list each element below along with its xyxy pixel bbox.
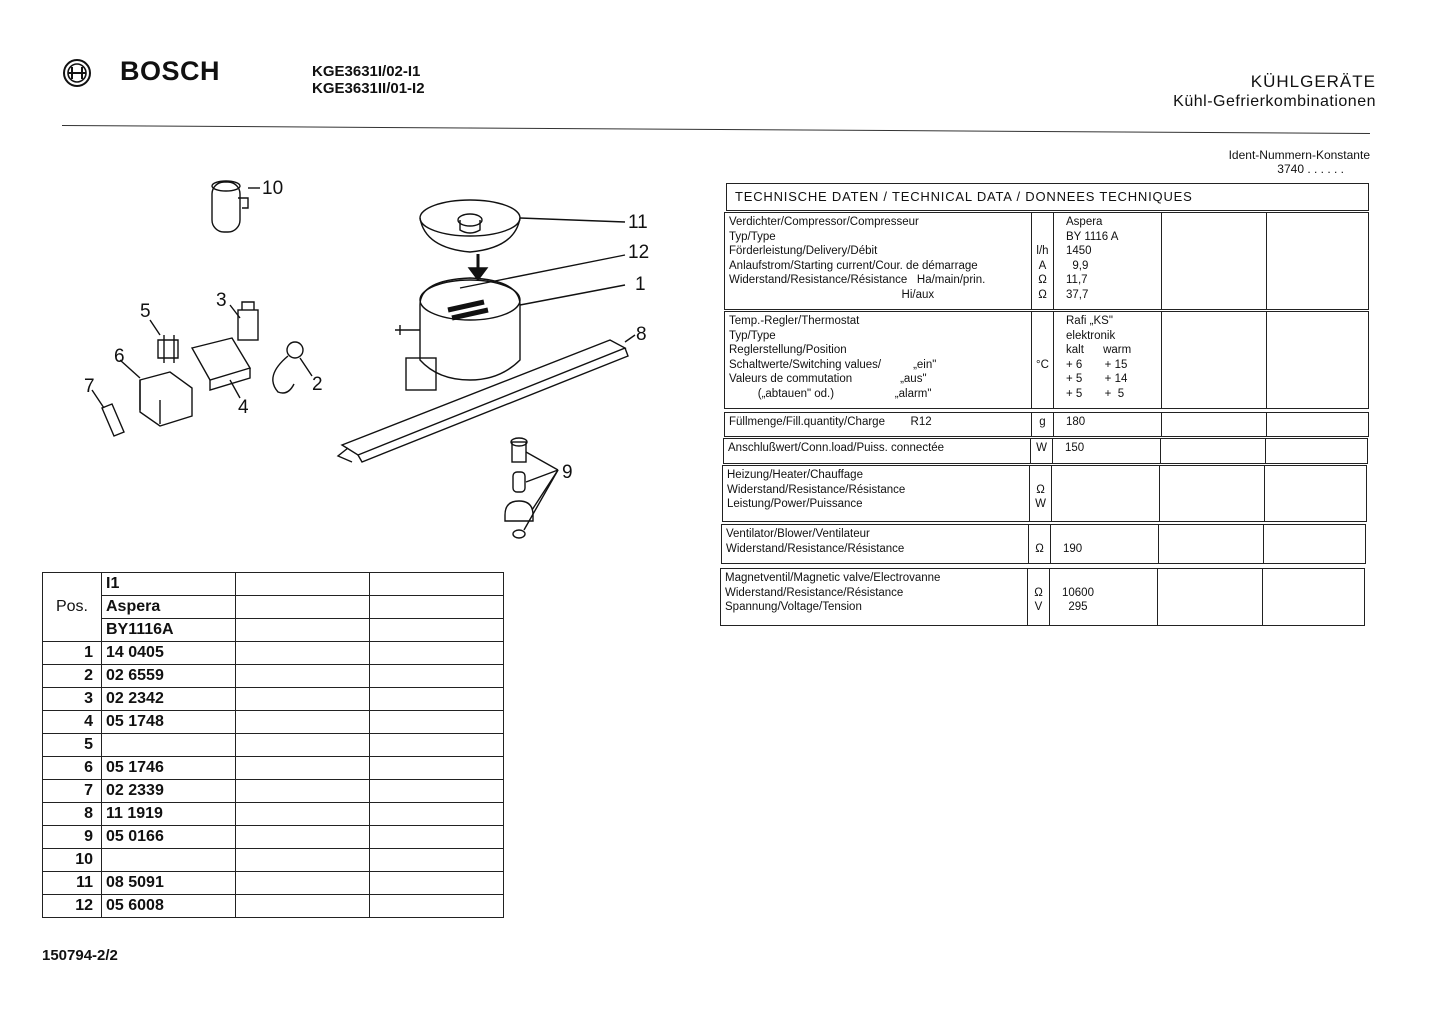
callout-9: 9 xyxy=(562,462,573,483)
part-number-cell: 02 6559 xyxy=(102,665,236,688)
callout-1: 1 xyxy=(635,274,646,295)
callout-7: 7 xyxy=(84,376,95,397)
table-row xyxy=(43,734,504,757)
part-number-cell: 05 1746 xyxy=(102,757,236,780)
part-number-cell xyxy=(102,849,236,872)
spec-labels: Verdichter/Compressor/Compresseur Typ/Type Förderleistung/Delivery/Débit Anlaufstrom/Starting current/Cour. de démarrage Widerstand/Resistance/Résistance Ha/main/prin. Hi/aux xyxy=(725,213,1032,309)
table-header-row xyxy=(43,619,504,642)
terminal-block-part xyxy=(192,338,250,398)
pos-cell: 2 xyxy=(43,665,102,688)
table-row xyxy=(43,642,504,665)
spec-values xyxy=(1052,466,1160,521)
bracket-part xyxy=(92,390,124,436)
header-divider xyxy=(62,125,1370,134)
heater-spec-block xyxy=(722,465,1367,522)
pos-cell: 5 xyxy=(43,734,102,757)
callout-10: 10 xyxy=(262,178,284,199)
callout-2: 2 xyxy=(312,374,323,395)
table-row xyxy=(43,688,504,711)
type-cell: BY1116A xyxy=(102,619,236,642)
compressor-part xyxy=(395,255,625,390)
blower-spec-block xyxy=(721,524,1366,564)
callout-12: 12 xyxy=(628,242,650,263)
document-number: 150794-2/2 xyxy=(42,947,118,964)
spec-units: g xyxy=(1032,413,1054,436)
part-number-cell: 02 2342 xyxy=(102,688,236,711)
pos-cell: 3 xyxy=(43,688,102,711)
clip-part xyxy=(150,320,178,363)
compressor-spec-block xyxy=(724,212,1369,310)
model-number-2: KGE3631II/01-I2 xyxy=(312,80,425,97)
table-row xyxy=(43,849,504,872)
ident-value: 3740 . . . . . . xyxy=(1277,162,1344,176)
pos-cell: 9 xyxy=(43,826,102,849)
part-number-cell: 02 2339 xyxy=(102,780,236,803)
table-header-row xyxy=(43,596,504,619)
spec-values: 10600 295 xyxy=(1050,569,1158,625)
tech-data-title: TECHNISCHE DATEN / TECHNICAL DATA / DONNEES TECHNIQUES xyxy=(726,183,1369,211)
table-row xyxy=(43,665,504,688)
bosch-logo-icon xyxy=(62,58,94,88)
table-row xyxy=(43,757,504,780)
table-row xyxy=(43,780,504,803)
part-number-cell xyxy=(102,734,236,757)
pos-cell: 10 xyxy=(43,849,102,872)
spec-labels: Temp.-Regler/Thermostat Typ/Type Reglerstellung/Position Schaltwerte/Switching values/ „ein" Valeurs de commutation „aus" („abtauen" od.) „alarm" xyxy=(725,312,1032,408)
part-number-cell: 05 1748 xyxy=(102,711,236,734)
valve-spec-block xyxy=(720,568,1365,626)
table-row xyxy=(43,895,504,918)
spec-labels: Magnetventil/Magnetic valve/Electrovanne Widerstand/Resistance/Résistance Spannung/Voltage/Tension xyxy=(721,569,1028,625)
part-number-cell: 05 6008 xyxy=(102,895,236,918)
table-row xyxy=(43,826,504,849)
callout-4: 4 xyxy=(238,397,249,418)
relay-part xyxy=(230,302,258,340)
callout-8: 8 xyxy=(636,324,647,345)
table-row xyxy=(43,872,504,895)
pos-cell: 6 xyxy=(43,757,102,780)
callout-3: 3 xyxy=(216,290,227,311)
part-number-cell: 05 0166 xyxy=(102,826,236,849)
pos-cell: 7 xyxy=(43,780,102,803)
spec-labels: Anschlußwert/Conn.load/Puiss. connectée xyxy=(724,439,1031,463)
brand-name: BOSCH xyxy=(120,56,221,86)
spec-units: Ω xyxy=(1029,525,1051,563)
part-number-cell: 08 5091 xyxy=(102,872,236,895)
brand-cell: Aspera xyxy=(102,596,236,619)
spec-values: 180 xyxy=(1054,413,1162,436)
part-number-cell: 14 0405 xyxy=(102,642,236,665)
pos-cell: 8 xyxy=(43,803,102,826)
spec-values: 150 xyxy=(1053,439,1161,463)
spec-labels: Heizung/Heater/Chauffage Widerstand/Resistance/Résistance Leistung/Power/Puissance xyxy=(723,466,1030,521)
pos-cell: 4 xyxy=(43,711,102,734)
spec-values: 190 xyxy=(1051,525,1159,563)
drip-tray-part xyxy=(420,200,625,252)
spec-units: l/h A Ω Ω xyxy=(1032,213,1054,309)
parts-table xyxy=(42,572,504,918)
spec-units: Ω V xyxy=(1028,569,1050,625)
capacitor-part xyxy=(212,181,260,232)
connected-load-block xyxy=(723,438,1368,464)
pos-header: Pos. xyxy=(43,573,102,642)
pos-cell: 11 xyxy=(43,872,102,895)
ident-label: Ident-Nummern-Konstante xyxy=(1228,148,1370,162)
overload-part xyxy=(273,342,312,393)
spec-units: Ω W xyxy=(1030,466,1052,521)
spec-values: Aspera BY 1116 A 1450 9,9 11,7 37,7 xyxy=(1054,213,1162,309)
spec-values: Rafi „KS" elektronik kalt warm + 6 + 15 + 5 + 14 + 5 + 5 xyxy=(1054,312,1162,408)
category-title: KÜHLGERÄTE xyxy=(1250,72,1376,91)
pos-cell: 12 xyxy=(43,895,102,918)
parts-diagram xyxy=(80,170,680,550)
spec-labels: Füllmenge/Fill.quantity/Charge R12 xyxy=(725,413,1032,436)
table-row xyxy=(43,711,504,734)
callout-11: 11 xyxy=(628,212,648,233)
pos-cell: 1 xyxy=(43,642,102,665)
callout-5: 5 xyxy=(140,301,151,322)
spec-units: W xyxy=(1031,439,1053,463)
spec-labels: Ventilator/Blower/Ventilateur Widerstand/Resistance/Résistance xyxy=(722,525,1029,563)
callout-6: 6 xyxy=(114,346,125,367)
subcategory-title: Kühl-Gefrierkombinationen xyxy=(1173,93,1376,110)
table-row xyxy=(43,803,504,826)
parts-diagram-svg xyxy=(80,170,680,550)
model-number-1: KGE3631I/02-I1 xyxy=(312,63,421,80)
variant-cell: I1 xyxy=(102,573,236,596)
base-rail-part xyxy=(338,335,635,462)
mount-parts xyxy=(505,438,558,538)
table-header-row xyxy=(43,573,504,596)
thermostat-spec-block xyxy=(724,311,1369,409)
fill-quantity-block xyxy=(724,412,1369,437)
spec-units: °C xyxy=(1032,312,1054,408)
start-device-part xyxy=(120,360,192,426)
part-number-cell: 11 1919 xyxy=(102,803,236,826)
